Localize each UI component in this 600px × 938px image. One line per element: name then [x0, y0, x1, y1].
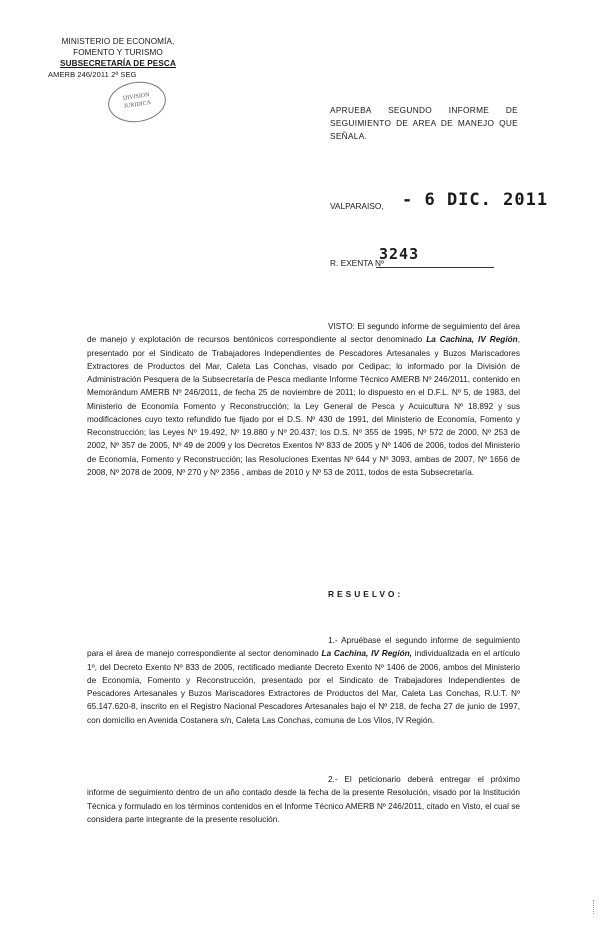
- resolution-label: R. EXENTA Nº: [330, 258, 385, 268]
- visto-lead: VISTO: El segundo informe de seguimiento del área de manejo y explotación de recursos bentónicos correspondiente al sector denominado: [87, 322, 520, 345]
- visto-sector: La Cachina, IV Región: [426, 335, 518, 345]
- date-place: VALPARAISO,: [330, 201, 384, 211]
- resolution-summary: APRUEBA SEGUNDO INFORME DE SEGUIMIENTO DE AREA DE MANEJO QUE SEÑALA.: [330, 105, 518, 141]
- date-stamp: - 6 DIC. 2011: [402, 190, 549, 210]
- division-stamp: [105, 78, 168, 126]
- resolution-number-line: [330, 245, 420, 268]
- scan-edge-mark: [583, 900, 594, 914]
- file-reference: AMERB 246/2011 2ª SEG: [48, 70, 137, 79]
- ministry-name: MINISTERIO DE ECONOMÍA,: [61, 37, 175, 46]
- article-1: [87, 634, 520, 727]
- stamp-line-1: DIVISION: [122, 92, 150, 102]
- article-1-lead: 1.- Apruébase el segundo informe de seguimiento para el área de manejo correspondiente al sector denominado: [87, 636, 520, 659]
- resolution-number: 3243: [379, 245, 420, 263]
- ministry-subtitle: FOMENTO Y TURISMO: [73, 48, 163, 57]
- ministry-header: [48, 36, 188, 80]
- article-1-sector: La Cachina, IV Región,: [321, 649, 412, 659]
- subsecretaria-name: SUBSECRETARÍA DE PESCA: [60, 59, 176, 68]
- stamp-line-2: JURIDICA: [123, 100, 152, 110]
- signature-underline: [376, 267, 494, 268]
- visto-paragraph: [87, 320, 520, 479]
- article-2: 2.- El peticionario deberá entregar el próximo informe de seguimiento dentro de un año contado desde la fecha de la presente Resolución, visado por la Institución Técnica y formulado en los términos contenidos en el Informe Técnico AMERB Nº 246/2011, citado en Visto, el cual se considera parte integrante de la presente resolución.: [87, 775, 520, 824]
- resuelvo-heading: RESUELVO:: [328, 589, 404, 599]
- visto-rest: , presentado por el Sindicato de Trabajadores Independientes de Pescadores Artesanales y Buzos Mariscadores Extractores de Productos del Mar, Caleta Las Conchas, visado por Cedipac; lo informado por la División de Administración Pesquera de la Subsecretaría de Pesca mediante Informe Técnico AMERB Nº 246/2011, contenido en Memorándum AMERB Nº 246/2011, de fecha 25 de noviembre de 2011; lo dispuesto en el D.F.L. Nº 5, de 1983, del Ministerio de Economía Fomento y Reconstrucción; la Ley General de Pesca y Acuicultura Nº 18.892 y sus modificaciones cuyo texto refundido fue fijado por el D.S. Nº 430 de 1991, del Ministerio de Economía, Fomento y Reconstrucción; las Leyes Nº 19.492, Nº 19.880 y Nº 20.437; los D.S. Nº 355 de 1995, Nº 572 de 2000, Nº 253 de 2002, Nº 357 de 2005, Nº 49 de 2009 y los Decretos Exentos Nº 833 de 2005 y Nº 1406 de 2006, todos del Ministerio de Economía, Fomento y Reconstrucción; las Resoluciones Exentas Nº 644 y Nº 3093, ambas de 2007, Nº 1656 de 2008, Nº 2078 de 2009, Nº 270 y Nº 2356 , ambas de 2010 y Nº 53 de 2011, todos de esta Subsecretaría.: [87, 335, 520, 477]
- article-1-rest: individualizada en el artículo 1º, del Decreto Exento Nº 833 de 2005, rectificado mediante Decreto Exento Nº 1406 de 2006, ambos del Ministerio de Economía, Fomento y Reconstrucción, presentado por el Sindicato de Trabajadores Independientes de Pescadores Artesanales y Buzos Mariscadores Extractores de Productos del Mar, Caleta Las Conchas, R.U.T. Nº 65.147.620-8, inscrito en el Registro Nacional Pescadores Artesanales bajo el Nº 218, de fecha 27 de junio de 1997, con domicilio en Avenida Costanera s/n, Caleta Las Conchas, comuna de Los Vilos, IV Región.: [87, 649, 521, 725]
